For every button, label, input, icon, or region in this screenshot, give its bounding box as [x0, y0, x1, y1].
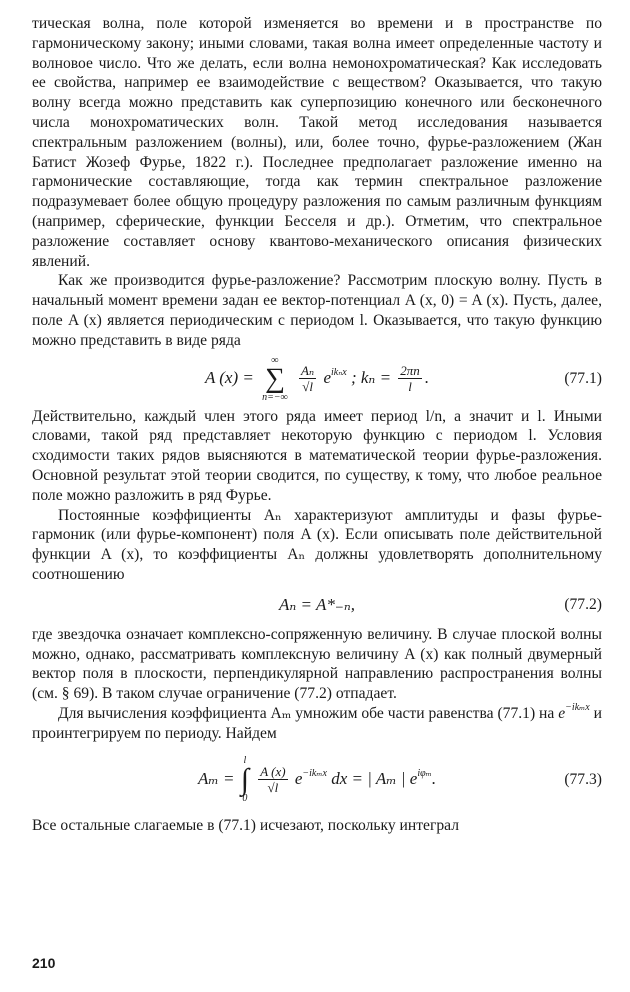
eq3-mid: dx = | Aₘ | e [331, 768, 418, 788]
eq3-int-bottom: 0 [242, 792, 248, 804]
page-body [32, 14, 602, 835]
equation-77-1 [32, 351, 602, 407]
eq3-frac-den: √l [267, 780, 279, 795]
eq3-frac-num: A (x) [260, 764, 286, 779]
equation-number-77-2: (77.2) [564, 595, 602, 613]
eq1-exp-base: e [323, 367, 331, 387]
eq1-k-num: 2πn [400, 363, 420, 379]
eq3-fraction [258, 764, 287, 795]
inline-factor-power: −ikₘx [565, 701, 590, 713]
paragraph-convergence: Действительно, каждый член этого ряда имеет период l/n, а значит и l. Иными словами, такой ряд представляет некоторую функцию с периодом l. Условия сходимости таких рядов выясняются в математической теории фурье-разложения. Основной результат этой теории сводится, по существу, к тому, что любое реальное поле можно разложить в ряд Фурье. [32, 407, 602, 504]
equation-number-77-3: (77.3) [564, 770, 602, 788]
eq1-frac-den: √l [302, 379, 313, 395]
eq3-exp-base: e [294, 768, 303, 788]
paragraph-fourier-question: Как же производится фурье-разложение? Рассмотрим плоскую волну. Пусть в начальный момент времени задан ее вектор-потенциал A (x, 0) = A (x). Пусть, далее, поле A (x) является периодическим с периодом l. Оказывается, что такую функцию можно представить в виде ряда [32, 272, 602, 349]
eq3-phase-power: iφₘ [417, 767, 432, 779]
eq2-body: Aₙ = A*₋ₙ, [279, 594, 355, 614]
paragraph-coefficients: Постоянные коэффициенты Aₙ характеризуют амплитуды и фазы фурье-гармоник (или фурье-компонент) поля A (x). Если описывать поле действительной функции A (x), то коэффициенты Aₙ должны удовлетворять дополнительному соотношению [32, 506, 602, 583]
eq1-k-fraction [398, 363, 422, 394]
eq3-exp-power: −ikₘx [302, 767, 327, 779]
eq3-lhs: Aₘ = [197, 768, 235, 788]
equation-number-77-1: (77.1) [564, 369, 602, 387]
eq1-k-den: l [408, 379, 412, 395]
paragraph-multiply [32, 701, 602, 744]
paragraph-remaining-terms: Все остальные слагаемые в (77.1) исчезают, поскольку интеграл [32, 816, 460, 834]
page-number: 210 [32, 955, 56, 971]
paragraph-intro: тическая волна, поле которой изменяется во времени и в пространстве по гармоническому закону; иными словами, такая волна имеет определенные частоту и волновое число. Что же делать, если волна немонохроматическая? Как исследовать ее свойства, например ее взаимодействие с веществом? Оказывается, что такую волну всегда можно представить как суперпозицию конечного или бесконечного числа монохроматических волн. Такой метод исследования называется спектральным разложением (волны), или, более точно, фурье-разложением (Жан Батист Жозеф Фурье, 1822 г.). Последнее предполагает разложение именно на гармонические составляющие, тогда как термин спектральное разложение подразумевает более общую процедуру разложения по самым различным функциям (например, сферические, функции Бесселя и др.). Отметим, что спектральное разложение составляет основу квантово-механического описания физических явлений. [32, 15, 602, 270]
equation-77-2 [32, 585, 602, 625]
eq1-fraction [299, 363, 316, 394]
inline-factor-base: e [558, 704, 566, 722]
eq3-int-symbol: ∫ [240, 762, 249, 796]
eq1-sum-symbol: ∑ [264, 362, 285, 394]
eq1-sum-bottom: n=−∞ [262, 391, 288, 403]
eq1-tail: . [424, 367, 430, 387]
eq1-k-def: ; kₙ = [350, 367, 392, 387]
eq1-sum [262, 355, 288, 403]
p6-part-b: и проинтегрируем по периоду. Найдем [32, 704, 602, 742]
eq1-sum-top: ∞ [271, 354, 279, 366]
eq3-tail: . [431, 768, 437, 788]
eq1-lhs: A (x) = [204, 367, 254, 387]
equation-77-3 [32, 744, 602, 816]
eq3-int-top: l [243, 754, 247, 766]
paragraph-complex-conjugate: где звездочка означает комплексно-сопряженную величину. В случае плоской волны можно, однако, рассматривать комплексную величину A (x) как полный двумерный вектор поля в плоскости, перпендикулярной направлению распространения волны (см. § 69). В таком случае ограничение (77.2) отпадает. [32, 625, 602, 703]
eq1-frac-num: Aₙ [300, 363, 315, 379]
eq3-integral [241, 756, 249, 804]
eq1-exp-power: ikₙx [331, 366, 347, 378]
p6-part-a: Для вычисления коэффициента Aₘ умножим обе части равенства (77.1) на [58, 704, 555, 722]
